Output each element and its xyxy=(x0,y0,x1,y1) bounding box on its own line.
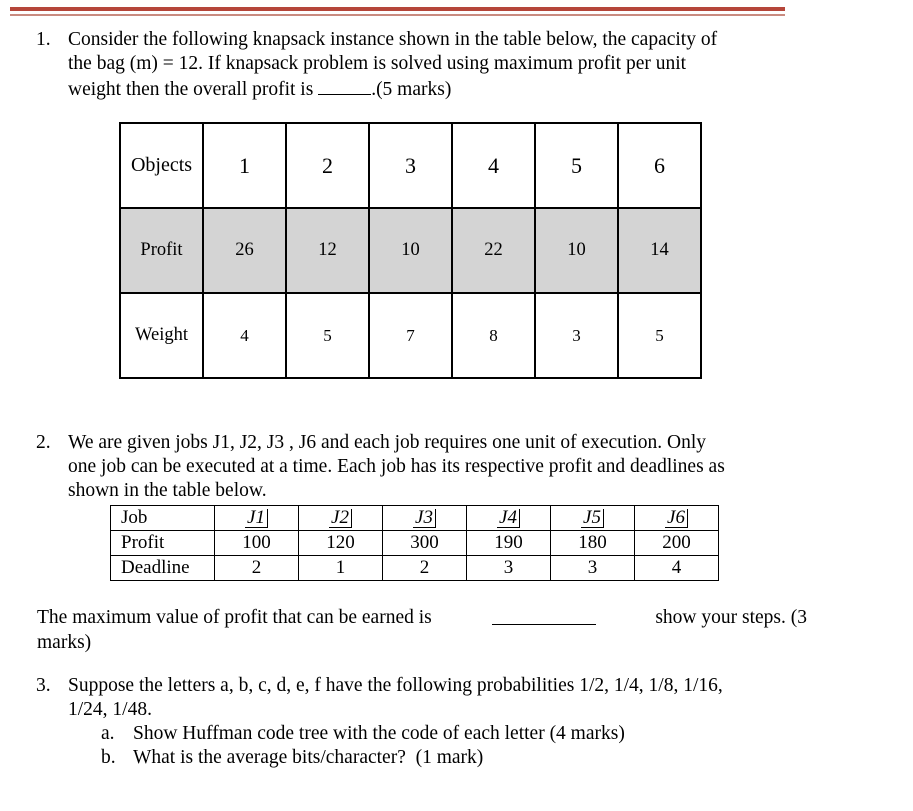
job-cell xyxy=(383,506,467,531)
job-label: J4 xyxy=(497,509,520,528)
job-profit-cell: 100 xyxy=(215,531,299,556)
job-deadline-cell: 1 xyxy=(299,556,383,581)
header-rule-thin xyxy=(10,14,785,16)
jobs-table xyxy=(110,505,719,581)
jobs-profit-row xyxy=(111,531,719,556)
row-label-profit: Profit xyxy=(111,531,215,556)
job-profit-cell: 300 xyxy=(383,531,467,556)
job-deadline-cell: 3 xyxy=(551,556,635,581)
job-label: J1 xyxy=(245,509,268,528)
question-1-number: 1. xyxy=(36,29,51,50)
object-cell: 4 xyxy=(452,123,535,208)
question-3a-text: Show Huffman code tree with the code of each letter (4 marks) xyxy=(133,723,625,744)
job-cell xyxy=(467,506,551,531)
question-2-line-2: one job can be executed at a time. Each job has its respective profit and deadlines as xyxy=(68,456,725,477)
question-1-line-2: the bag (m) = 12. If knapsack problem is solved using maximum profit per unit xyxy=(68,53,687,74)
profit-cell: 10 xyxy=(535,208,618,293)
weight-cell: 5 xyxy=(618,293,701,378)
question-3-number: 3. xyxy=(36,675,51,696)
knapsack-profit-row xyxy=(120,208,701,293)
job-label: J2 xyxy=(329,509,352,528)
question-3-line-2: 1/24, 1/48. xyxy=(68,699,152,720)
job-profit-cell: 120 xyxy=(299,531,383,556)
job-profit-cell: 180 xyxy=(551,531,635,556)
question-2-line-3: shown in the table below. xyxy=(68,480,267,501)
row-label-deadline: Deadline xyxy=(111,556,215,581)
knapsack-table xyxy=(119,122,702,379)
profit-cell: 22 xyxy=(452,208,535,293)
job-deadline-cell: 4 xyxy=(635,556,719,581)
question-1-line-3-before: weight then the overall profit is xyxy=(68,79,314,100)
job-label: J5 xyxy=(581,509,604,528)
job-profit-cell: 190 xyxy=(467,531,551,556)
question-2-followup-before: The maximum value of profit that can be earned is xyxy=(37,607,432,628)
job-label: J3 xyxy=(413,509,436,528)
job-deadline-cell: 2 xyxy=(215,556,299,581)
question-2-line-1: We are given jobs J1, J2, J3 , J6 and each job requires one unit of execution. Only xyxy=(68,432,706,453)
question-3b-label: b. xyxy=(101,747,116,768)
jobs-job-row xyxy=(111,506,719,531)
jobs-deadline-row xyxy=(111,556,719,581)
question-2-number: 2. xyxy=(36,432,51,453)
question-3-line-1: Suppose the letters a, b, c, d, e, f have the following probabilities 1/2, 1/4, 1/8, 1/16, xyxy=(68,675,723,696)
question-3a-label: a. xyxy=(101,723,115,744)
weight-cell: 8 xyxy=(452,293,535,378)
question-2-followup-after: show your steps. (3 xyxy=(655,607,807,628)
knapsack-weight-row xyxy=(120,293,701,378)
question-1-line-1: Consider the following knapsack instance shown in the table below, the capacity of xyxy=(68,29,718,50)
answer-blank-2 xyxy=(492,606,596,625)
job-profit-cell: 200 xyxy=(635,531,719,556)
knapsack-objects-row xyxy=(120,123,701,208)
object-cell: 1 xyxy=(203,123,286,208)
profit-cell: 14 xyxy=(618,208,701,293)
row-label-profit: Profit xyxy=(120,208,203,293)
job-deadline-cell: 2 xyxy=(383,556,467,581)
object-cell: 2 xyxy=(286,123,369,208)
weight-cell: 4 xyxy=(203,293,286,378)
object-cell: 3 xyxy=(369,123,452,208)
question-2-followup xyxy=(37,606,807,655)
header-rule-thick xyxy=(10,7,785,11)
job-cell xyxy=(635,506,719,531)
question-2-followup-line-2: marks) xyxy=(37,631,92,653)
job-cell xyxy=(299,506,383,531)
object-cell: 6 xyxy=(618,123,701,208)
question-1-line-3 xyxy=(68,76,451,103)
weight-cell: 3 xyxy=(535,293,618,378)
weight-cell: 7 xyxy=(369,293,452,378)
profit-cell: 26 xyxy=(203,208,286,293)
job-cell xyxy=(215,506,299,531)
profit-cell: 12 xyxy=(286,208,369,293)
row-label-weight: Weight xyxy=(120,293,203,378)
job-deadline-cell: 3 xyxy=(467,556,551,581)
object-cell: 5 xyxy=(535,123,618,208)
question-1-line-3-after: .(5 marks) xyxy=(371,79,452,100)
question-2-followup-line-1 xyxy=(37,606,807,631)
job-cell xyxy=(551,506,635,531)
question-3b-text: What is the average bits/character? (1 mark) xyxy=(133,747,484,768)
weight-cell: 5 xyxy=(286,293,369,378)
job-label: J6 xyxy=(665,509,688,528)
answer-blank-1 xyxy=(318,76,371,95)
row-label-job: Job xyxy=(111,506,215,531)
row-label-objects: Objects xyxy=(120,123,203,208)
profit-cell: 10 xyxy=(369,208,452,293)
